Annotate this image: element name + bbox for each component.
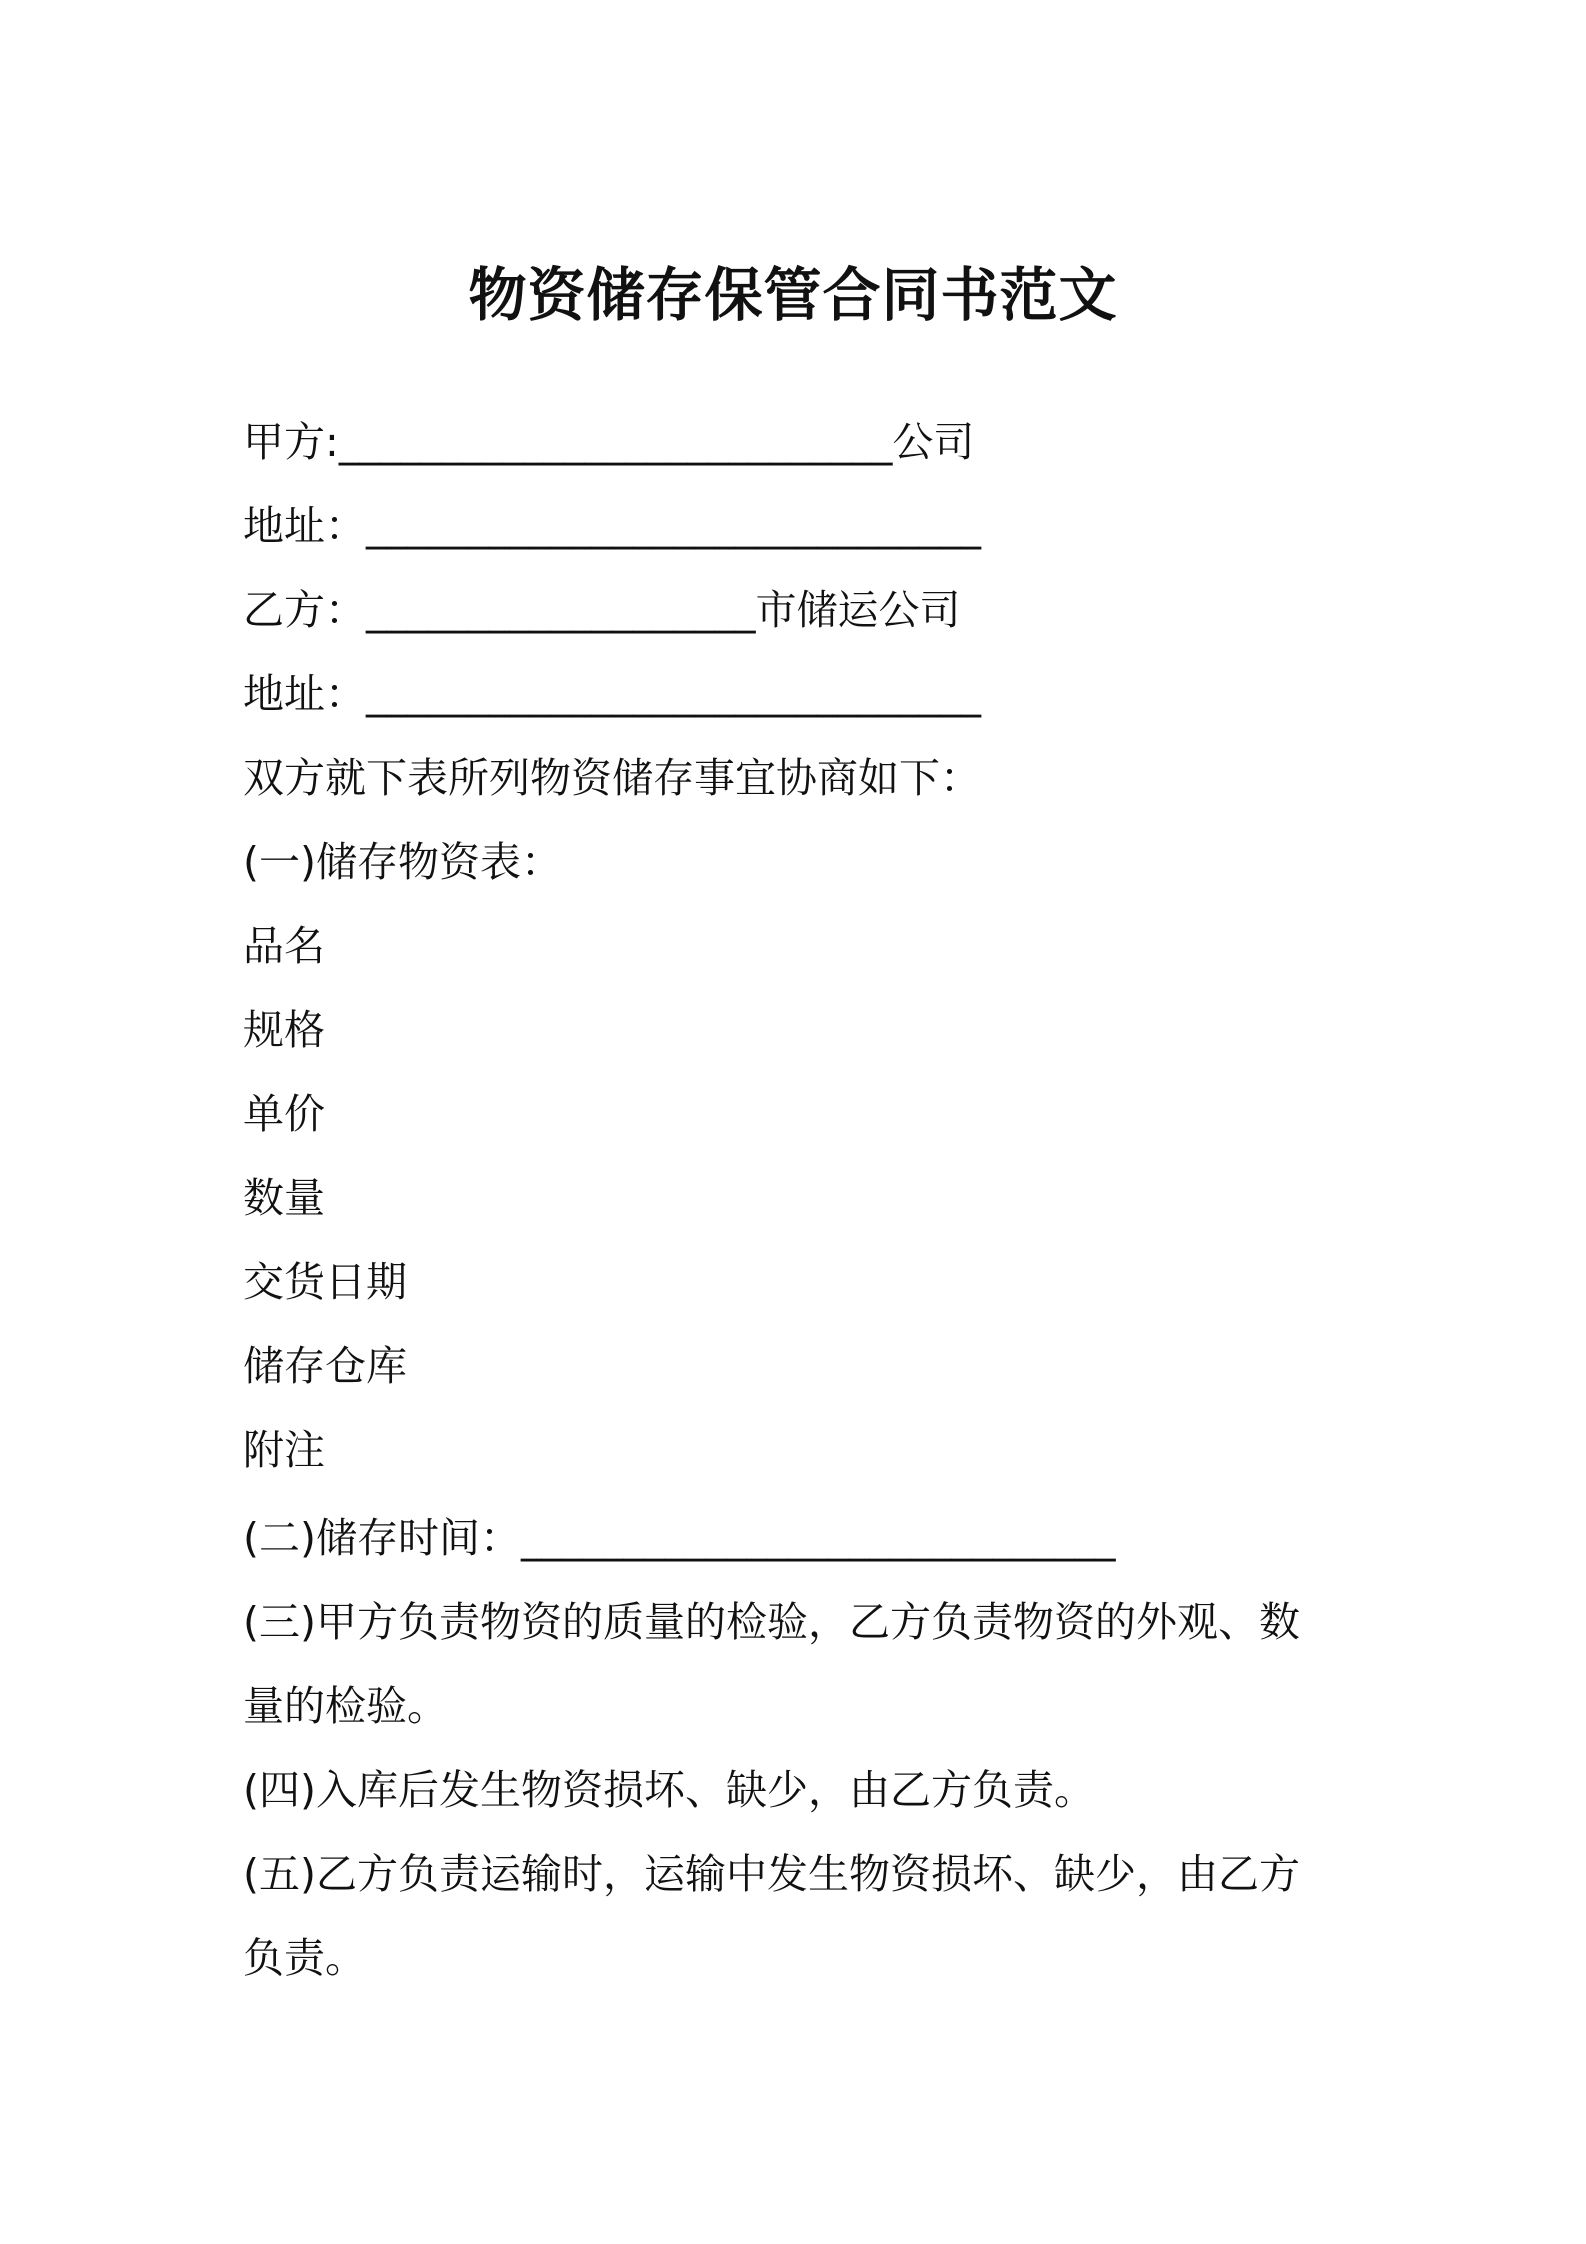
- document-title: 物资储存保管合同书范文: [468, 261, 1118, 329]
- intro-line: 双方就下表所列物资储存事宜协商如下：: [243, 754, 981, 802]
- field-item: 单价: [243, 1090, 325, 1138]
- section-5-line-1: (五)乙方负责运输时，运输中发生物资损坏、缺少，由乙方: [243, 1850, 1300, 1898]
- section-3-line-2: 量的检验。: [243, 1682, 448, 1730]
- field-item: 品名: [243, 922, 325, 970]
- party-a-line: 甲方:___________________________公司: [243, 418, 975, 466]
- field-item: 规格: [243, 1006, 325, 1054]
- section-2-line: (二)储存时间：_____________________________: [243, 1514, 1116, 1562]
- field-item: 数量: [243, 1174, 325, 1222]
- field-item: 交货日期: [243, 1258, 407, 1306]
- address-b-line: 地址：______________________________: [243, 670, 981, 718]
- field-item: 储存仓库: [243, 1342, 407, 1390]
- address-a-line: 地址：______________________________: [243, 502, 981, 550]
- field-item: 附注: [243, 1426, 325, 1474]
- section-5-line-2: 负责。: [243, 1934, 366, 1982]
- section-1-title: (一)储存物资表：: [243, 838, 562, 886]
- section-3-line-1: (三)甲方负责物资的质量的检验，乙方负责物资的外观、数: [243, 1598, 1300, 1646]
- party-b-line: 乙方：___________________市储运公司: [243, 586, 961, 634]
- section-4-line: (四)入库后发生物资损坏、缺少，由乙方负责。: [243, 1766, 1095, 1814]
